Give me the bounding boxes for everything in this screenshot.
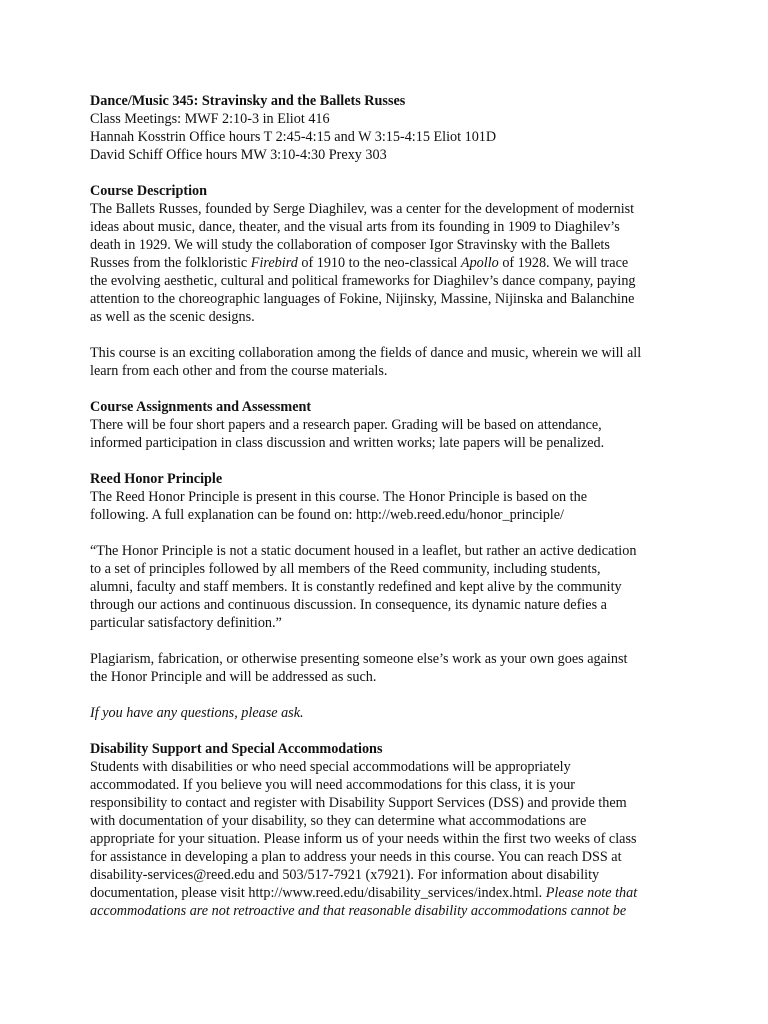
collaboration-line: This course is an exciting collaboration among the fields of dance and music, wherein we will all — [90, 345, 642, 361]
disability-line: responsibility to contact and register with Disability Support Services (DSS) and provide them — [90, 795, 627, 811]
honor-quote-line: alumni, faculty and staff members. It is constantly redefined and kept alive by the community — [90, 579, 622, 595]
disability-line: appropriate for your situation. Please inform us of your needs within the first two weeks of class — [90, 831, 637, 847]
apollo-title: Apollo — [460, 255, 499, 271]
disability-note: accommodations are not retroactive and that reasonable disability accommodations cannot be — [90, 903, 627, 919]
spacer — [90, 632, 680, 650]
disability-heading: Disability Support and Special Accommodations — [90, 741, 383, 757]
plagiarism-line: the Honor Principle and will be addressed as such. — [90, 669, 377, 685]
class-meetings: Class Meetings: MWF 2:10-3 in Eliot 416 — [90, 111, 330, 127]
firebird-title: Firebird — [250, 255, 298, 271]
disability-line: with documentation of your disability, so they can determine what accommodations are — [90, 813, 587, 829]
honor-line: following. A full explanation can be found on: http://web.reed.edu/honor_principle/ — [90, 507, 564, 523]
assignments-line: There will be four short papers and a research paper. Grading will be based on attendance, — [90, 417, 602, 433]
disability-line — [90, 884, 680, 902]
syllabus-page — [90, 92, 680, 920]
disability-text: documentation, please visit http://www.reed.edu/disability_services/index.html. — [90, 885, 546, 901]
spacer — [90, 524, 680, 542]
spacer — [90, 452, 680, 470]
spacer — [90, 722, 680, 740]
description-line: as well as the scenic designs. — [90, 309, 255, 325]
description-line — [90, 254, 680, 272]
honor-heading: Reed Honor Principle — [90, 471, 223, 487]
course-title: Dance/Music 345: Stravinsky and the Ballets Russes — [90, 93, 406, 109]
instructor-kosstrin: Hannah Kosstrin Office hours T 2:45-4:15 and W 3:15-4:15 Eliot 101D — [90, 129, 497, 145]
description-line: the evolving aesthetic, cultural and political frameworks for Diaghilev’s dance company, paying — [90, 273, 636, 289]
description-line: ideas about music, dance, theater, and the visual arts from its founding in 1909 to Diaghilev’s — [90, 219, 620, 235]
disability-line: disability-services@reed.edu and 503/517-7921 (x7921). For information about disability — [90, 867, 600, 883]
course-description-heading: Course Description — [90, 183, 208, 199]
disability-line: accommodated. If you believe you will need accommodations for this class, it is your — [90, 777, 576, 793]
disability-note: Please note that — [545, 885, 638, 901]
description-text: of 1910 to the neo-classical — [297, 255, 461, 271]
description-text: Russes from the folkloristic — [90, 255, 251, 271]
plagiarism-line: Plagiarism, fabrication, or otherwise presenting someone else’s work as your own goes against — [90, 651, 628, 667]
description-line: death in 1929. We will study the collaboration of composer Igor Stravinsky with the Ballets — [90, 237, 610, 253]
assignments-heading: Course Assignments and Assessment — [90, 399, 312, 415]
honor-line: The Reed Honor Principle is present in this course. The Honor Principle is based on the — [90, 489, 587, 505]
description-text: of 1928. We will trace — [498, 255, 629, 271]
honor-quote-line: “The Honor Principle is not a static document housed in a leaflet, but rather an active dedication — [90, 543, 637, 559]
assignments-line: informed participation in class discussion and written works; late papers will be penalized. — [90, 435, 605, 451]
spacer — [90, 686, 680, 704]
honor-quote-line: through our actions and continuous discussion. In consequence, its dynamic nature defies a — [90, 597, 607, 613]
description-line: attention to the choreographic languages of Fokine, Nijinsky, Massine, Nijinska and Balanchine — [90, 291, 635, 307]
spacer — [90, 326, 680, 344]
description-line: The Ballets Russes, founded by Serge Diaghilev, was a center for the development of modernist — [90, 201, 635, 217]
honor-quote-line: to a set of principles followed by all members of the Reed community, including students, — [90, 561, 601, 577]
questions-note — [90, 704, 680, 722]
disability-line — [90, 902, 680, 920]
instructor-schiff: David Schiff Office hours MW 3:10-4:30 Prexy 303 — [90, 147, 387, 163]
disability-line: for assistance in developing a plan to address your needs in this course. You can reach DSS at — [90, 849, 622, 865]
collaboration-line: learn from each other and from the course materials. — [90, 363, 388, 379]
questions-text: If you have any questions, please ask. — [90, 705, 304, 721]
spacer — [90, 164, 680, 182]
spacer — [90, 380, 680, 398]
disability-line: Students with disabilities or who need special accommodations will be appropriately — [90, 759, 571, 775]
honor-quote-line: particular satisfactory definition.” — [90, 615, 282, 631]
